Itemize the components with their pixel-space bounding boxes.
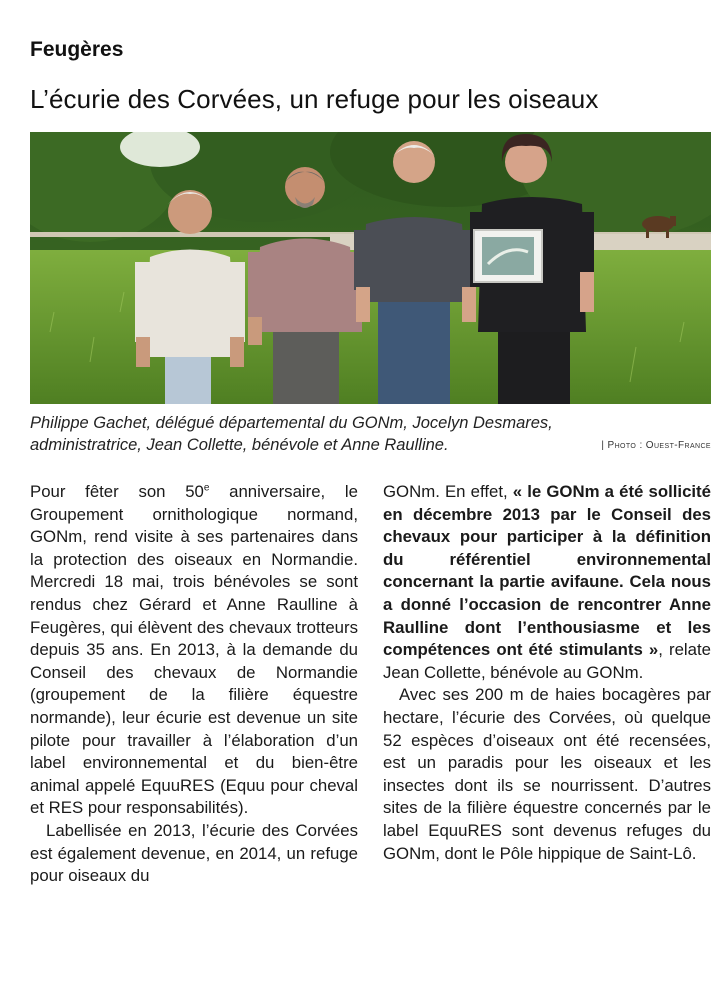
paragraph: Avec ses 200 m de haies bocagères par hectare, l’écurie des Corvées, où quelque 52 espèces d’oiseaux ont été recensées, est un paradis pour les oiseaux et les insectes dont ils se nourrissent. D’autres sites de la filière équestre concernés par le label EquuRES sont devenus refuges du GONm, dont le Pôle hippique de Saint-Lô. [383,685,711,863]
paragraph [383,481,711,684]
paragraph [30,481,358,820]
article-headline: L’écurie des Corvées, un refuge pour les oiseaux [30,84,599,114]
quote-text: « le GONm a été sollicité en décembre 2013 par le Conseil des chevaux pour participer à la définition du référentiel environnemental concernant la partie avifaune. Cela nous a donné l’occasion de rencontrer Anne Raulline dont l’enthousiasme et les compétences ont été stimulants » [383,482,711,660]
photo-caption-line: Philippe Gachet, délégué départemental du GONm, Jocelyn Desmares, [30,414,553,432]
paragraph-text: Pour fêter son 50 [30,482,204,501]
paragraph-text: GONm. En effet, [383,482,513,501]
article-column-left [30,481,358,888]
paragraph-text: , relate Jean Collette, bénévole au GONm. [383,640,711,682]
photo-caption-line: administratrice, Jean Collette, bénévole et Anne Raulline. [30,436,449,454]
ordinal-superscript: e [203,482,210,494]
article-photo [30,132,711,404]
article-column-right [383,481,711,865]
photo-credit: | Photo : Ouest-France [601,440,711,451]
article-kicker: Feugères [30,38,124,61]
paragraph-text: anniversaire, le Groupement ornithologique normand, GONm, rend visite à ses partenaires dans la protection des oiseaux en Normandie. Mercredi 18 mai, trois bénévoles se sont rendus chez Gérard et Anne Raulline à Feugères, qui élèvent des chevaux trotteurs depuis 35 ans. En 2013, à la demande du Conseil des chevaux de Normandie (groupement de la filière équestre normande), leur écurie est devenue un site pilote pour travailler à l’élaboration d’un label environnemental et du bien-être animal appelé EquuRES (Equu pour cheval et RES pour responsabilités). [30,482,358,818]
paragraph: Labellisée en 2013, l’écurie des Corvées est également devenue, en 2014, un refuge pour oiseaux du [30,820,358,886]
